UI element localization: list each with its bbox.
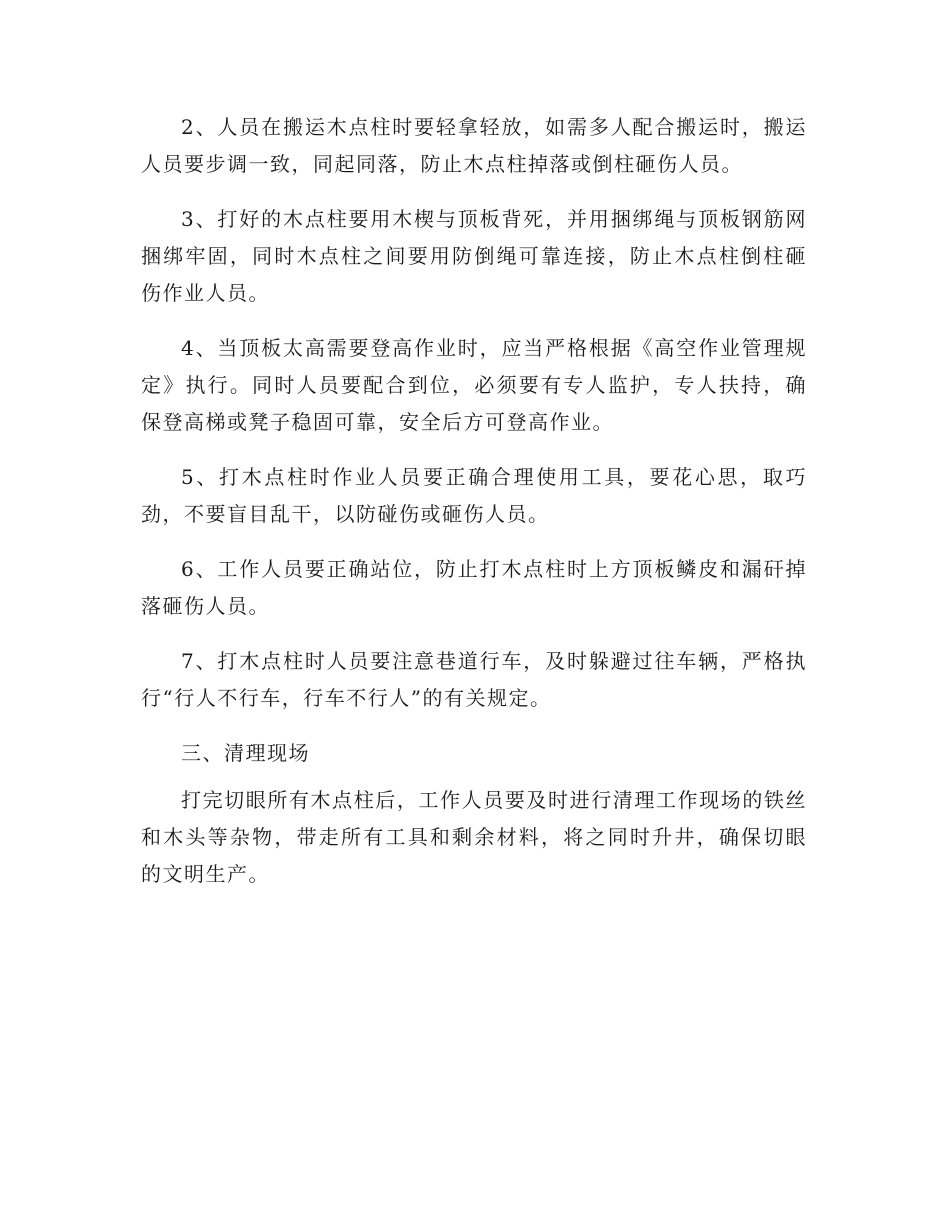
paragraph-item-3: 3、打好的木点柱要用木楔与顶板背死，并用捆绑绳与顶板钢筋网捆绑牢固，同时木点柱之间要用防倒绳可靠连接，防止木点柱倒柱砸伤作业人员。 xyxy=(141,207,807,305)
paragraph-item-4: 4、当顶板太高需要登高作业时，应当严格根据《高空作业管理规定》执行。同时人员要配合到位，必须要有专人监护，专人扶持，确保登高梯或凳子稳固可靠，安全后方可登高作业。 xyxy=(141,336,807,434)
paragraph-item-6: 6、工作人员要正确站位，防止打木点柱时上方顶板鳞皮和漏矸掉落砸伤人员。 xyxy=(141,557,807,618)
paragraph-item-2: 2、人员在搬运木点柱时要轻拿轻放，如需多人配合搬运时，搬运人员要步调一致，同起同落，防止木点柱掉落或倒柱砸伤人员。 xyxy=(141,115,807,176)
paragraph-item-5: 5、打木点柱时作业人员要正确合理使用工具，要花心思，取巧劲，不要盲目乱干，以防碰伤或砸伤人员。 xyxy=(141,465,807,526)
document-body xyxy=(141,109,807,911)
closing-paragraph: 打完切眼所有木点柱后，工作人员要及时进行清理工作现场的铁丝和木头等杂物，带走所有工具和剩余材料，将之同时升井，确保切眼的文明生产。 xyxy=(141,788,807,886)
section-heading: 三、清理现场 xyxy=(181,741,310,765)
paragraph-item-7: 7、打木点柱时人员要注意巷道行车，及时躲避过往车辆，严格执行“行人不行车，行车不行人”的有关规定。 xyxy=(141,649,807,710)
